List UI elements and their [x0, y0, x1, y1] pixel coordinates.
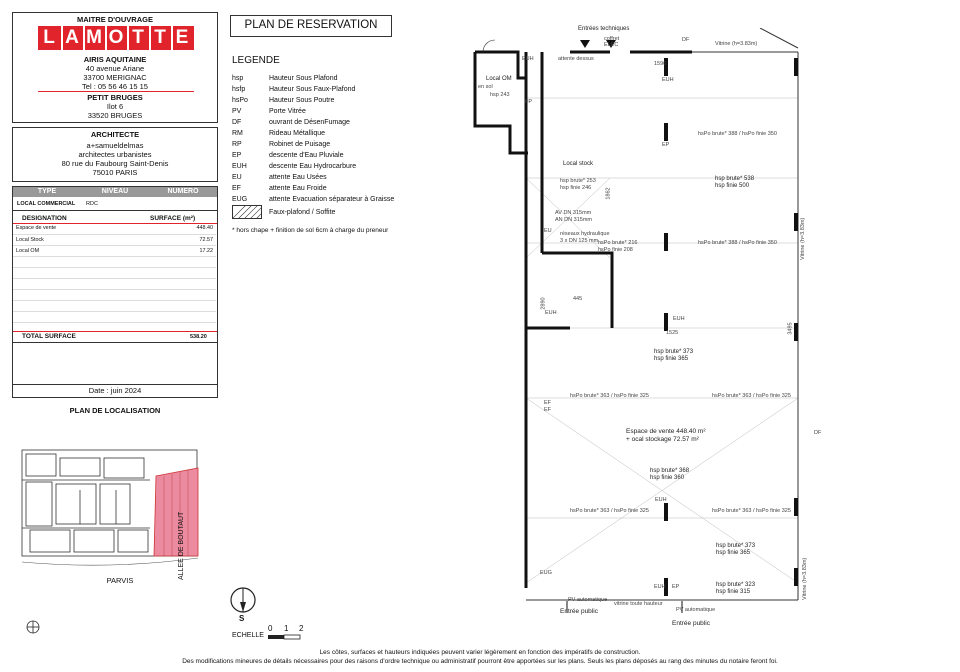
plan-entree-public2: Entrée public: [672, 620, 710, 627]
owner-address1: 40 avenue Ariane: [85, 64, 145, 73]
date-line: [13, 384, 217, 385]
architect-sub: architectes urbanistes: [78, 150, 152, 159]
plan-vitrine-toute: vitrine toute hauteur: [614, 601, 663, 607]
plan-stock-h2: hsp finie 246: [560, 185, 592, 191]
type-row-line: [13, 210, 217, 211]
date-label: Date : juin 2024: [88, 386, 142, 395]
owner-phone: Tel : 05 56 46 15 15: [82, 82, 148, 91]
owner-heading: MAITRE D'OUVRAGE: [77, 15, 153, 24]
scale-tick-0: 0: [268, 624, 273, 633]
plan-reseaux2: 3 x DN 125 mm: [560, 238, 599, 244]
plan-entree-public1: Entrée public: [560, 608, 598, 615]
plan-euh-last: EUH: [654, 584, 666, 590]
type-header-niveau: NIVEAU: [101, 188, 129, 195]
plan-bottom-h3: hsp brute* 323: [716, 582, 756, 588]
architect-name: a+samueldelmas: [86, 141, 144, 150]
surface-table: [13, 223, 216, 323]
plan-ep-top: EP: [662, 142, 670, 148]
street-label: ALLEE DE BOUTAUT: [178, 511, 185, 580]
row-surface: 17.22: [149, 245, 216, 256]
owner-company: AIRIS AQUITAINE: [83, 55, 147, 64]
table-row: [13, 223, 216, 234]
owner-city: 33520 BRUGES: [87, 111, 143, 120]
architect-address1: 80 rue du Faubourg Saint-Denis: [61, 159, 169, 168]
plan-euh-stock: EUH: [545, 310, 557, 316]
plan-ep-last: EP: [672, 584, 680, 590]
owner-project: PETIT BRUGES: [87, 93, 143, 102]
plan-fp: FP: [525, 99, 533, 105]
table-row: [13, 245, 216, 256]
local-om-wall: [475, 52, 528, 153]
total-bottom-line: [13, 342, 217, 343]
legend-item: EF attente Eau Froide: [232, 185, 327, 192]
footer-line1: Les côtes, surfaces et hauteurs indiquées peuvent varier légèrement en fonction des impératifs de construction.: [319, 649, 641, 656]
localisation-title: PLAN DE LOCALISATION: [69, 406, 161, 415]
plan-attente-dessus: attente dessus: [558, 56, 594, 62]
hatch-label: Faux-plafond / Soffite: [269, 209, 336, 216]
plan-top-right-h1: hsp brute* 538: [715, 176, 755, 182]
plan-ef: EF: [544, 400, 552, 406]
plan-hspo-small2: hsPo finie 208: [598, 247, 633, 253]
scale-tick-2: 2: [299, 624, 304, 633]
plan-ef2: EF: [544, 407, 552, 413]
architect-heading: ARCHITECTE: [90, 130, 140, 139]
surface-header-designation: DESIGNATION: [22, 215, 67, 222]
plan-elec: ELEC: [604, 42, 619, 48]
lamotte-logo: L A M O T T E: [38, 26, 194, 50]
plan-euh-mid: EUH: [673, 316, 685, 322]
table-row: [13, 234, 216, 245]
plan-av-dn: AV DN 315mm: [555, 210, 592, 216]
plan-euh-top: EUH: [662, 77, 674, 83]
legend-item: EUH descente Eau Hydrocarbure: [232, 163, 357, 170]
table-row: [13, 256, 216, 267]
plan-entrees: Entrées techniques: [578, 26, 630, 32]
row-designation: Local OM: [13, 245, 149, 256]
plan-dim-3495: 3495: [787, 322, 794, 335]
hatch-swatch: [232, 205, 262, 219]
legend-title: LEGENDE: [232, 55, 280, 66]
plan-df-right: DF: [814, 430, 822, 436]
plan-eu-left: EU: [544, 228, 552, 234]
plan-euh-bottom: EUH: [655, 497, 667, 503]
total-value: 538.20: [190, 334, 207, 340]
plan-bottom-h1: hsp brute* 373: [716, 543, 756, 549]
total-label: TOTAL SURFACE: [22, 333, 76, 340]
legend-item: DF ouvrant de DésenFumage: [232, 119, 350, 126]
plan-stock-h1: hsp brute* 253: [560, 178, 596, 184]
plan-vente-label: Espace de vente 448.40 m²: [626, 428, 706, 435]
plan-reseaux: réseaux hydraulique: [560, 231, 610, 237]
legend-note: * hors chape + finition de sol 6cm à charge du preneur: [232, 227, 389, 234]
local-highlight: [154, 468, 198, 556]
row-surface: 448.40: [149, 223, 216, 234]
entree-arrow-icon: [580, 40, 590, 48]
compass-icon: [229, 586, 257, 614]
plan-row-hspo-a: hsPo brute* 363 / hsPo finie 325: [570, 393, 649, 399]
type-header-type: TYPE: [37, 188, 57, 195]
small-compass-icon: [26, 620, 40, 634]
plan-dim-445: 445: [573, 296, 583, 302]
legend-item: EU attente Eau Usées: [232, 174, 327, 181]
plan-vitrine-top: Vitrine (h=3.83m): [715, 41, 758, 47]
plan-bottom-h4: hsp finie 315: [716, 589, 751, 595]
plan-vitrine-right2: Vitrine (h=3.83m): [802, 557, 808, 600]
plan-vente-h2: hsp finie 360: [650, 475, 685, 481]
plan-local-stock: Local stock: [563, 161, 594, 167]
type-row-type: LOCAL COMMERCIAL: [17, 201, 76, 207]
plan-hspo1: hsPo brute* 388 / hsPo finie 350: [698, 131, 777, 137]
plan-row-hspo-c: hsPo brute* 363 / hsPo finie 325: [570, 508, 649, 514]
legend-item: RM Rideau Métallique: [232, 130, 326, 137]
plan-euh-om: EUH: [522, 56, 534, 62]
plan-pv-auto2: PV automatique: [676, 607, 716, 613]
type-header-numero: NUMERO: [167, 188, 199, 195]
row-designation: Espace de vente: [13, 223, 149, 234]
plan-local-om: Local OM: [486, 76, 512, 82]
plan-local-om-sol: en sol: [478, 84, 493, 90]
door-swing: [483, 40, 495, 52]
plan-pv-auto1: PV automatique: [568, 597, 608, 603]
legend-item: EUG attente Evacuation séparateur à Graisse: [232, 196, 395, 203]
legend-item: hsPo Hauteur Sous Poutre: [232, 97, 335, 104]
plan-top-right-h2: hsp finie 500: [715, 183, 750, 189]
plan-dim-1862: 1862: [605, 187, 612, 200]
compass-letter: S: [239, 614, 245, 623]
plan-mid-h2: hsp finie 365: [654, 356, 689, 362]
owner-address2: 33700 MERIGNAC: [83, 73, 147, 82]
owner-divider: [38, 91, 194, 92]
scale-tick-1: 1: [284, 624, 289, 633]
parvis-label: PARVIS: [106, 576, 134, 585]
table-row: [13, 300, 216, 311]
table-row: [13, 289, 216, 300]
plan-row-hspo-d: hsPo brute* 363 / hsPo finie 325: [712, 508, 791, 514]
legend-item: RP Robinet de Puisage: [232, 141, 331, 148]
plan-coffret: coffret: [604, 36, 620, 42]
row-surface: 72.57: [149, 234, 216, 245]
plan-an-dn: AN DN 315mm: [555, 217, 592, 223]
plan-hspo2: hsPo brute* 388 / hsPo finie 350: [698, 240, 777, 246]
plan-mid-h1: hsp brute* 373: [654, 349, 694, 355]
scale-label: ECHELLE: [232, 632, 264, 639]
plan-hspo-small1: hsPo brute* 216: [598, 240, 638, 246]
plan-vitrine-right: Vitrine (h=3.83m): [800, 217, 806, 260]
legend-item: EP descente d'Eau Pluviale: [232, 152, 344, 159]
type-row-niveau: RDC: [86, 201, 98, 207]
plan-title: PLAN DE RESERVATION: [244, 19, 378, 31]
footer-line2: Des modifications mineures de détails nécessaires pour des raisons d'ordre technique ou administratif pourront être apportées sur les plans. Seuls les plans déposés au rang des minutes du notaire feront foi.: [182, 658, 778, 665]
plan-dim-1525: 1525: [666, 330, 679, 336]
plan-bottom-h2: hsp finie 365: [716, 550, 751, 556]
surface-header-surface: SURFACE (m²): [150, 215, 196, 222]
table-row: [13, 267, 216, 278]
plan-dim-1596: 1596: [654, 61, 667, 67]
scale-bar: [268, 634, 304, 640]
row-designation: Local Stock: [13, 234, 149, 245]
plan-stock-label: + ocal stockage 72.57 m²: [626, 436, 699, 443]
plan-vente-h1: hsp brute* 368: [650, 468, 690, 474]
legend-item: PV Porte Vitrée: [232, 108, 306, 115]
floor-plan: [470, 28, 818, 628]
plan-local-om-hsp: hsp 243: [490, 92, 510, 98]
plan-dim-2890: 2890: [540, 297, 547, 310]
table-row: [13, 311, 216, 322]
owner-lot: Ilot 6: [106, 102, 124, 111]
plan-eug: EUG: [540, 570, 552, 576]
legend-item: hsp Hauteur Sous Plafond: [232, 75, 338, 82]
legend-item: hsfp Hauteur Sous Faux-Plafond: [232, 86, 356, 93]
plan-df-top: DF: [682, 37, 690, 43]
architect-address2: 75010 PARIS: [92, 168, 138, 177]
total-line: [13, 331, 217, 332]
plan-row-hspo-b: hsPo brute* 363 / hsPo finie 325: [712, 393, 791, 399]
table-row: [13, 278, 216, 289]
